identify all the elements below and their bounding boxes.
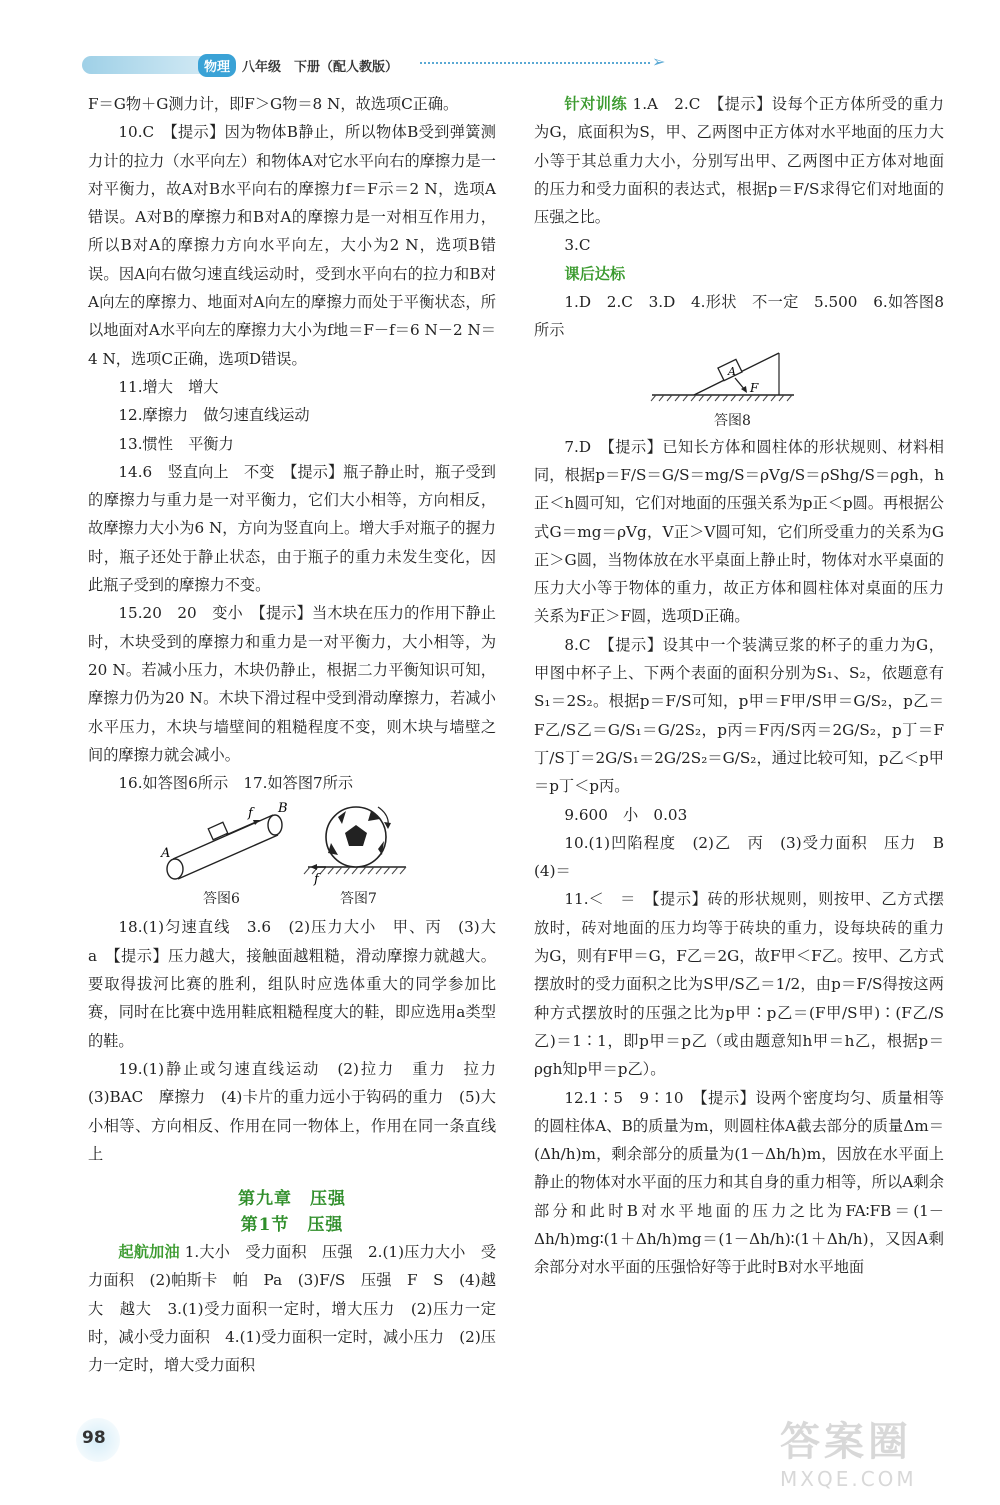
kehou-tag: 课后达标 [564, 264, 626, 283]
caption-figure-8: 答图8 [714, 412, 751, 429]
answer-9: 9.600 小 0.03 [564, 805, 688, 824]
chapter-title: 第九章 压强 [238, 1189, 346, 1210]
answer-12r: 12.1∶5 9∶10 【提示】设两个密度均匀、质量相等的圆柱体A、B的质量为m，则圆柱体A截去部分的质量Δm＝(Δh/h)m，剩余部分的质量为(1－Δh/h)m，因放在水平面上静止的物体对水平面的压力和其自身的重力相等，所以A剩余部分和此时B对水平地面的压力之比为FA∶FB＝(1－Δh/h)mg∶(1＋Δh/h)mg＝(1－Δh/h)∶(1＋Δh/h)，又因A剩余部分对水平面的压强恰好等于此时B对水平地面 [534, 1088, 944, 1277]
caption-figure-6: 答图6 [203, 891, 240, 908]
answer-13: 13.惯性 平衡力 [118, 434, 234, 453]
belt-bottom-line [178, 835, 278, 879]
qihang-tag: 起航加油 [118, 1243, 180, 1262]
pulley-b [268, 815, 282, 835]
page-number: 98 [82, 1428, 106, 1448]
answer-8: 8.C 【提示】设其中一个装满豆浆的杯子的重力为G，甲图中杯子上、下两个表面的面积分别为S₁、S₂，依题意有S₁＝2S₂。根据p＝F/S可知，p甲＝F甲/S甲＝G/S₂，p乙＝F乙/S乙＝G/S₁＝G/2S₂，p丙＝F丙/S丙＝2G/S₂，p丁＝F丁/S丁＝2G/S₁＝2G/2S₂＝G/S₂，通过比较可知，p乙＜p甲＝p丁＜p丙。 [534, 635, 944, 796]
figure-6-7-drawing [88, 797, 496, 887]
caption-figure-7: 答图7 [340, 891, 377, 908]
figure-8 [534, 345, 944, 433]
figure-7 [304, 807, 406, 887]
ground-hatch-8 [651, 395, 792, 401]
label-f-8: F [750, 380, 759, 395]
ground-hatch [304, 867, 406, 874]
label-a-8: A [728, 364, 736, 378]
figures-6-7 [88, 797, 496, 913]
friction-arrow [226, 821, 258, 835]
answer-16-17: 16.如答图6所示 17.如答图7所示 [118, 774, 354, 793]
answer-15: 15.20 20 变小 【提示】当木块在压力的作用下静止时，木块受到的摩擦力和重力是一对平衡力，大小相等，为20 N。若减小压力，木块仍静止，根据二力平衡知识可知，摩擦力仍为20 N。木块下滑过程中受到滑动摩擦力，若减小水平压力，木块与墙壁间的粗糙程度不变，则木块与墙壁之间的摩擦力就会减小。 [88, 604, 496, 764]
answer-18: 18.(1)匀速直线 3.6 (2)压力大小 甲、丙 (3)大 a 【提示】压力越大，接触面越粗糙，滑动摩擦力就越大。要取得拔河比赛的胜利，组队时应选体重大的同学参加比赛，同时在比赛中选用鞋底粗糙程度大的鞋，即应选用a类型的鞋。 [88, 918, 512, 1050]
answer-11: 11.增大 增大 [118, 377, 219, 396]
zhendui-answers: 1.A 2.C 【提示】设每个正方体所受的重力为G，底面积为S，甲、乙两图中正方体对水平地面的压力大小等于其总重力大小，分别写出甲、乙两图中正方体对地面的压力和受力面积的表达式，根据p＝F/S求得它们对地面的压强之比。 [534, 95, 944, 227]
header-arrow-icon: ➢ [652, 52, 666, 71]
label-b: B [278, 801, 288, 817]
zhendui-tag: 针对训练 [564, 95, 628, 113]
friction-arrow-head [253, 820, 260, 825]
answer-11r: 11.＜ ＝ 【提示】砖的形状规则，则按甲、乙方式摆放时，砖对地面的压力均等于砖块的重力，设每块砖的重力为G，则有F甲＝G，F乙＝2G，故F甲＜F乙。按甲、乙方式摆放时的受力面积之比为S甲/S乙＝1/2，由p＝F/S得按这两种方式摆放时的压强之比为p甲∶p乙＝(F甲/S甲)∶(F乙/S乙)＝1∶1，即p甲＝p乙（或由题意知h甲＝h乙，根据p＝ρgh知p甲＝p乙）。 [534, 890, 944, 1079]
book-title: 八年级 下册（配人教版） [242, 60, 399, 75]
qihang-answers: 1.大小 受力面积 压强 2.(1)压力大小 受力面积 (2)帕斯卡 帕 Pa (3)F/S 压强 F S (4)越大 越大 3.(1)受力面积一定时，增大压力 (2)压力一定时，减小受力面积 4.(1)受力面积一定时，减小压力 (2)压力一定时，增大受力面积 [88, 1243, 497, 1375]
answer-3c: 3.C [564, 236, 591, 255]
header-dotted-line [420, 62, 650, 64]
answer-19: 19.(1)静止或匀速直线运动 (2)拉力 重力 拉力 (3)BAC 摩擦力 (4)卡片的重力远小于钩码的重力 (5)大小相等、方向相反、作用在同一物体上，作用在同一条直线上 [88, 1059, 512, 1163]
answer-14: 14.6 竖直向上 不变 【提示】瓶子静止时，瓶子受到的摩擦力与重力是一对平衡力，它们大小相等，方向相反，故摩擦力大小为6 N，方向为竖直向上。增大手对瓶子的握力时，瓶子还处于静止状态，由于瓶子的重力未发生变化，因此瓶子受到的摩擦力不变。 [88, 462, 496, 595]
watermark [780, 1410, 980, 1490]
kehou-answers: 1.D 2.C 3.D 4.形状 不一定 5.500 6.如答图8所示 [534, 293, 944, 340]
friction-arrow-7-head [310, 864, 317, 870]
watermark-url: MXQE.COM [780, 1467, 917, 1491]
label-f: f [248, 806, 253, 822]
answer-10r: 10.(1)凹陷程度 (2)乙 丙 (3)受力面积 压力 B (4)＝ [534, 833, 960, 881]
page-header [60, 40, 960, 88]
block [208, 823, 227, 840]
left-column [88, 90, 512, 1380]
subject-badge: 物理 [198, 54, 236, 77]
label-a: A [161, 846, 171, 862]
section-title: 第1节 压强 [240, 1215, 344, 1236]
answer-7: 7.D 【提示】已知长方体和圆柱体的形状规则、材料相同，根据p＝F/S＝G/S＝mg/S＝ρVg/S＝ρShg/S＝ρgh，h正＜h圆可知，它们对地面的压强关系为p正＜p圆。再根据公式G＝mg＝ρVg，V正＞V圆可知，它们所受重力的关系为G正＞G圆，当物体放在水平桌面上静止时，物体对水平桌面的压力大小等于物体的重力，故正方体和圆柱体对桌面的压力关系为F正＞F圆，选项D正确。 [534, 437, 944, 626]
answer-10: 10.C 【提示】因为物体B静止，所以物体B受到弹簧测力计的拉力（水平向左）和物体A对它水平向右的摩擦力是一对平衡力，故A对B水平向右的摩擦力f＝F示＝2 N，选项A错误。A对B的摩擦力和B对A的摩擦力是一对相互作用力，所以B对A的摩擦力方向水平向左，大小为2 N，选项B错误。因A向右做匀速直线运动时，受到水平向右的拉力和B对A向左的摩擦力、地面对A向左的摩擦力而处于平衡状态，所以地面对A水平向左的摩擦力大小为f地＝F－f＝6 N－2 N＝4 N，选项C正确，选项D错误。 [88, 123, 496, 368]
label-f-7: f [314, 872, 319, 888]
answer-12: 12.摩擦力 做匀速直线运动 [118, 406, 310, 425]
figure-8-drawing [534, 345, 944, 411]
figure-6 [160, 801, 288, 879]
watermark-title: 答案圈 [780, 1419, 912, 1465]
answer-line: F＝G物＋G测力计，即F＞G物＝8 N，故选项C正确。 [88, 95, 459, 113]
pulley-a [167, 859, 183, 879]
right-column [534, 90, 960, 1282]
